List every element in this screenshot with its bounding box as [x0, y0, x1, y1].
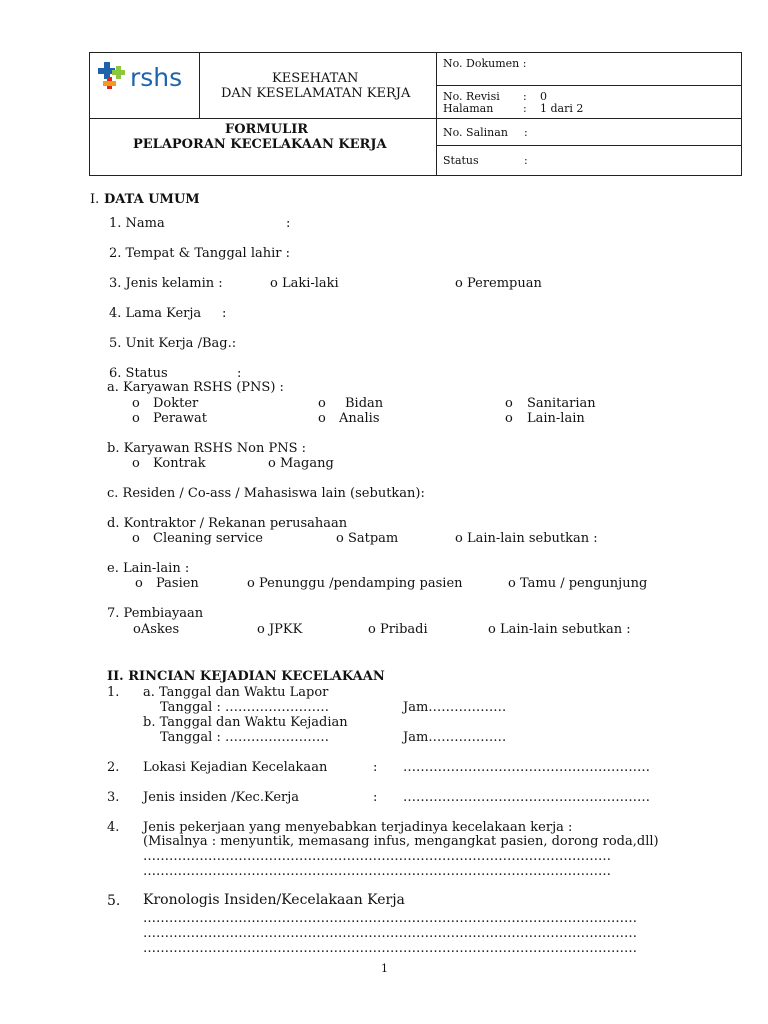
logo-wordmark: rshs — [130, 63, 183, 92]
chronology-field-2[interactable]: …………………………………………………………………………………………………… — [143, 926, 637, 941]
location-field[interactable]: ………………………………………………… — [403, 760, 650, 775]
option-penunggu[interactable]: o Penunggu /pendamping pasien — [247, 576, 463, 591]
incident-date-field[interactable]: Tanggal : …………………… — [160, 730, 329, 745]
report-time-field[interactable]: Jam……………… — [403, 700, 507, 715]
page-value: 1 dari 2 — [540, 102, 584, 115]
copy-number-label: No. Salinan — [443, 126, 508, 139]
item-5-number: 5. — [107, 893, 121, 909]
form-title-line2: PELAPORAN KECELAKAAN KERJA — [133, 137, 387, 152]
option-bullet[interactable]: o — [505, 411, 513, 426]
field-tenure-label: 4. Lama Kerja — [109, 306, 202, 321]
option-tamu[interactable]: o Tamu / pengunjung — [508, 576, 648, 591]
option-cleaning-service: Cleaning service — [153, 531, 263, 546]
option-satpam[interactable]: o Satpam — [336, 531, 399, 546]
option-jpkk[interactable]: o JPKK — [257, 622, 303, 637]
header-divider-logo — [199, 52, 200, 118]
option-lain-lain: Lain-lain — [527, 411, 585, 426]
option-payment-other[interactable]: o Lain-lain sebutkan : — [488, 622, 631, 637]
option-askes[interactable]: oAskes — [133, 622, 180, 637]
header-salinan-divider — [436, 145, 742, 146]
gender-option-male[interactable]: o Laki-laki — [270, 276, 339, 291]
option-magang[interactable]: o Magang — [268, 456, 334, 471]
rshs-logo — [96, 60, 192, 96]
field-name-colon: : — [286, 216, 291, 231]
field-unit-label: 5. Unit Kerja /Bag.: — [109, 336, 237, 351]
option-bullet[interactable]: o — [132, 531, 140, 546]
work-type-field-2[interactable]: ……………………………………………………………………………………………… — [143, 864, 611, 879]
section1-roman: I. — [90, 192, 100, 207]
header-title-line1: KESEHATAN — [272, 71, 359, 86]
location-label: Lokasi Kejadian Kecelakaan — [143, 760, 328, 775]
status-d-label: d. Kontraktor / Rekanan perusahaan — [107, 516, 348, 531]
incident-time-field[interactable]: Jam……………… — [403, 730, 507, 745]
incident-datetime-label: b. Tanggal dan Waktu Kejadian — [143, 715, 348, 730]
field-payment-label: 7. Pembiayaan — [107, 606, 204, 621]
option-bullet[interactable]: o — [505, 396, 513, 411]
field-tenure-colon: : — [222, 306, 227, 321]
field-status-colon: : — [237, 366, 242, 381]
incident-type-field[interactable]: ………………………………………………… — [403, 790, 650, 805]
field-birth-label: 2. Tempat & Tanggal lahir : — [109, 246, 290, 261]
option-bullet[interactable]: o — [132, 411, 140, 426]
copy-number-colon: : — [524, 126, 528, 139]
page-label: Halaman — [443, 102, 494, 115]
report-datetime-label: a. Tanggal dan Waktu Lapor — [143, 685, 329, 700]
option-bullet[interactable]: o — [318, 411, 326, 426]
item-2-number: 2. — [107, 760, 120, 775]
incident-type-label: Jenis insiden /Kec.Kerja — [143, 790, 300, 805]
option-kontrak: Kontrak — [153, 456, 206, 471]
header-divider-right — [436, 52, 437, 176]
field-gender-label: 3. Jenis kelamin : — [109, 276, 223, 291]
location-colon: : — [373, 760, 378, 775]
incident-type-colon: : — [373, 790, 378, 805]
section2-title: II. RINCIAN KEJADIAN KECELAKAAN — [107, 669, 385, 684]
option-analis: Analis — [339, 411, 380, 426]
option-bullet[interactable]: o — [318, 396, 326, 411]
option-bidan: Bidan — [345, 396, 384, 411]
option-perawat: Perawat — [153, 411, 207, 426]
status-colon: : — [524, 154, 528, 167]
header-row-divider — [89, 118, 742, 119]
work-type-label: Jenis pekerjaan yang menyebabkan terjadinya kecelakaan kerja : — [143, 820, 573, 835]
revision-label: No. Revisi — [443, 90, 500, 103]
option-pribadi[interactable]: o Pribadi — [368, 622, 428, 637]
page-number: 1 — [381, 962, 388, 975]
report-date-field[interactable]: Tanggal : …………………… — [160, 700, 329, 715]
option-bullet[interactable]: o — [132, 456, 140, 471]
status-b-label: b. Karyawan RSHS Non PNS : — [107, 441, 307, 456]
option-pasien: Pasien — [156, 576, 199, 591]
section1-title: DATA UMUM — [104, 192, 200, 207]
revision-colon: : — [523, 90, 527, 103]
revision-value: 0 — [540, 90, 547, 103]
work-type-field-1[interactable]: ……………………………………………………………………………………………… — [143, 849, 611, 864]
item-3-number: 3. — [107, 790, 120, 805]
page-colon: : — [523, 102, 527, 115]
option-sanitarian: Sanitarian — [527, 396, 596, 411]
option-bullet[interactable]: o — [132, 396, 140, 411]
option-other-specify[interactable]: o Lain-lain sebutkan : — [455, 531, 598, 546]
gender-option-female[interactable]: o Perempuan — [455, 276, 542, 291]
work-type-example: (Misalnya : menyuntik, memasang infus, mengangkat pasien, dorong roda,dll) — [143, 834, 659, 849]
form-title-line1: FORMULIR — [225, 122, 309, 137]
option-bullet[interactable]: o — [135, 576, 143, 591]
option-dokter: Dokter — [153, 396, 199, 411]
item-1-number: 1. — [107, 685, 120, 700]
field-status-label: 6. Status — [109, 366, 168, 381]
header-doc-divider — [436, 85, 742, 86]
status-label: Status — [443, 154, 479, 167]
chronology-label: Kronologis Insiden/Kecelakaan Kerja — [143, 892, 405, 908]
status-e-label: e. Lain-lain : — [107, 561, 190, 576]
field-name-label: 1. Nama — [109, 216, 165, 231]
item-4-number: 4. — [107, 820, 120, 835]
status-a-label: a. Karyawan RSHS (PNS) : — [107, 380, 284, 395]
status-c-label: c. Residen / Co-ass / Mahasiswa lain (sebutkan): — [107, 486, 425, 501]
chronology-field-3[interactable]: …………………………………………………………………………………………………… — [143, 941, 637, 956]
doc-number-label: No. Dokumen : — [443, 57, 527, 70]
header-title-line2: DAN KESELAMATAN KERJA — [221, 86, 411, 101]
chronology-field-1[interactable]: …………………………………………………………………………………………………… — [143, 911, 637, 926]
